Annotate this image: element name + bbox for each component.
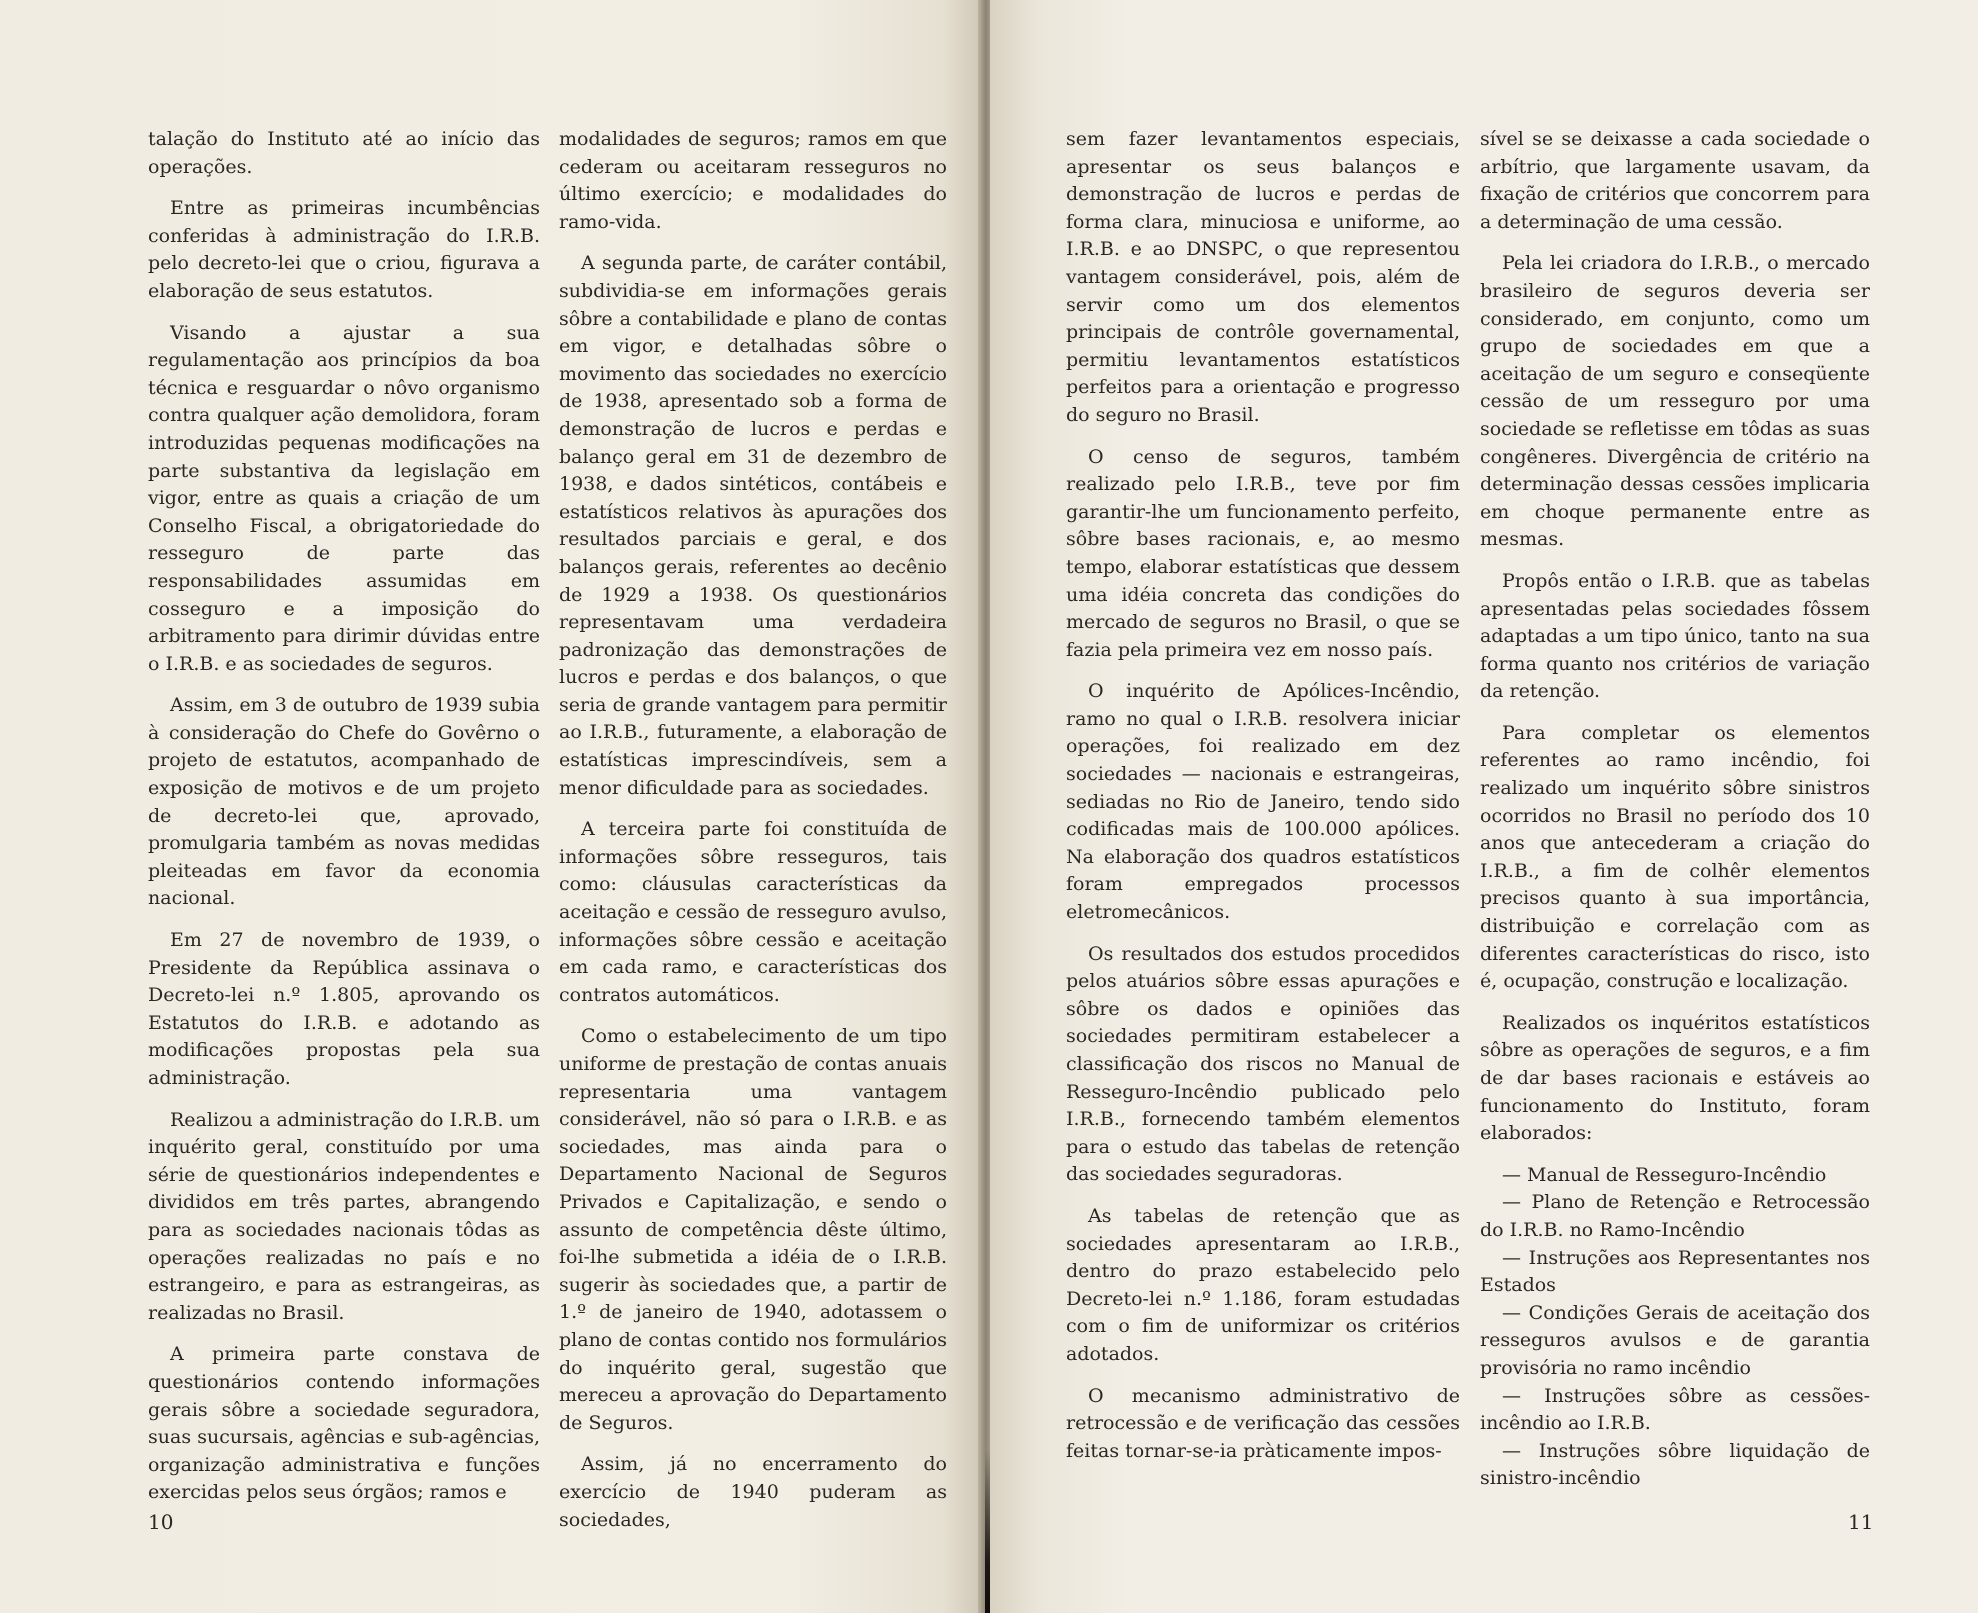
paragraph: A segunda parte, de caráter contábil, subdividia-se em informações gerais sôbre a contabilidade e plano de contas em vigor, e detalhadas sôbre o movimento das sociedades no exercício de 1938, apresentado sob a forma de demonstração de lucros e perdas e balanço geral em 31 de dezembro de 1938, e dados sintéticos, contábeis e estatísticos relativos às apurações dos resultados parciais e geral, e dos balanços gerais, referentes ao decênio de 1929 a 1938. Os questionários representavam uma verdadeira padronização das demonstrações de lucros e perdas e dos balanços, o que seria de grande vantagem para permitir ao I.R.B., futuramente, a elaboração de estatísticas imprescindíveis, sem a menor dificuldade para as sociedades. [559,252,947,799]
paragraph: O inquérito de Apólices-Incêndio, ramo no qual o I.R.B. resolvera iniciar operações, foi realizado em dez sociedades — nacionais e estrangeiras, sediadas no Rio de Janeiro, tendo sido codificadas mais de 100.000 apólices. Na elaboração dos quadros estatísticos foram empregados processos eletromecânicos. [1066,680,1460,924]
paragraph: sem fazer levantamentos especiais, apresentar os seus balanços e demonstração de lucros e perdas de forma clara, minuciosa e uniforme, ao I.R.B. e ao DNSPC, o que representou vantagem considerável, pois, além de servir como um dos elementos principais de contrôle governamental, permitiu levantamentos estatísticos perfeitos para a orientação e progresso do seguro no Brasil. [1066,128,1460,426]
paragraph: Visando a ajustar a sua regulamentação aos princípios da boa técnica e resguardar o nôvo organismo contra qualquer ação demolidora, foram introduzidas pequenas modificações na parte substantiva da legislação em vigor, entre as quais a criação de um Conselho Fiscal, a obrigatoriedade do resseguro de parte das responsabilidades assumidas em cosseguro e a imposição do arbitramento para dirimir dúvidas entre o I.R.B. e as sociedades de seguros. [148,321,540,675]
paragraph: O censo de seguros, também realizado pelo I.R.B., teve por fim garantir-lhe um funcionamento perfeito, sôbre bases racionais, e, ao mesmo tempo, elaborar estatísticas que dessem uma idéia concreta das condições do mercado de seguros no Brasil, o que se fazia pela primeira vez em nosso país. [1066,445,1460,661]
list-item: — Condições Gerais de aceitação dos resseguros avulsos e de garantia provisória no ramo incêndio [1480,1301,1870,1379]
paragraph: A primeira parte constava de questionários contendo informações gerais sôbre a sociedade seguradora, suas sucursais, agências e sub-agências, organização administrativa e funções exercidas pelos seus órgãos; ramos e [148,1343,540,1504]
paragraph: talação do Instituto até ao início das operações. [148,128,540,178]
paragraph: Assim, já no encerramento do exercício de 1940 puderam as sociedades, [559,1453,947,1531]
elaborated-documents-list [1480,1162,1870,1493]
list-item: — Plano de Retenção e Retrocessão do I.R.B. no Ramo-Incêndio [1480,1191,1870,1241]
paragraph: Propôs então o I.R.B. que as tabelas apresentadas pelas sociedades fôssem adaptadas a um tipo único, tanto na sua forma quanto nos critérios de variação da retenção. [1480,569,1870,703]
page-number-right: 11 [1848,1510,1874,1534]
paragraph: Realizou a administração do I.R.B. um inquérito geral, constituído por uma série de questionários independentes e divididos em três partes, abrangendo para as sociedades nacionais tôdas as operações realizadas no país e no estrangeiro, e para as estrangeiras, as realizadas no Brasil. [148,1108,540,1324]
list-item: — Instruções sôbre as cessões-incêndio ao I.R.B. [1480,1384,1870,1435]
paragraph: sível se se deixasse a cada sociedade o arbítrio, que largamente usavam, da fixação de critérios que concorrem para a determinação de uma cessão. [1480,128,1870,233]
paragraph: O mecanismo administrativo de retrocessão e de verificação das cessões feitas tornar-se-ia pràticamente impos- [1066,1384,1460,1462]
paragraph: Realizados os inquéritos estatísticos sôbre as operações de seguros, e a fim de dar bases racionais e estáveis ao funcionamento do Instituto, foram elaborados: [1480,1011,1870,1145]
paragraph: Entre as primeiras incumbências conferidas à administração do I.R.B. pelo decreto-lei que o criou, figurava a elaboração de seus estatutos. [148,197,540,302]
paragraph: Como o estabelecimento de um tipo uniforme de prestação de contas anuais representaria uma vantagem considerável, não só para o I.R.B. e as sociedades, mas ainda para o Departamento Nacional de Seguros Privados e Capitalização, e sendo o assunto de competência dêste último, foi-lhe submetida a idéia de o I.R.B. sugerir às sociedades que, a partir de 1.º de janeiro de 1940, adotassem o plano de contas contido nos formulários do inquérito geral, sugestão que mereceu a aprovação do Departamento de Seguros. [559,1025,947,1434]
right-page-column-2 [1480,126,1870,1493]
paragraph: Os resultados dos estudos procedidos pelos atuários sôbre essas apurações e sôbre os dados e opiniões das sociedades permitiram estabelecer a classificação dos riscos no Manual de Resseguro-Incêndio publicado pelo I.R.B., fornecendo também elementos para o estudo das tabelas de retenção das sociedades seguradoras. [1066,942,1460,1186]
paragraph: Para completar os elementos referentes ao ramo incêndio, foi realizado um inquérito sôbre sinistros ocorridos no Brasil no período dos 10 anos que antecederam a criação do I.R.B., a fim de colhêr elementos precisos quanto à sua importância, distribuição e correlação com as diferentes características do risco, isto é, ocupação, construção e localização. [1480,721,1870,993]
left-page [0,0,982,1613]
paragraph: modalidades de seguros; ramos em que cederam ou aceitaram resseguros no último exercício; e modalidades do ramo-vida. [559,128,947,233]
list-item: — Instruções aos Representantes nos Estados [1480,1246,1870,1297]
page-number-left: 10 [148,1510,174,1534]
left-page-column-1 [148,126,540,1521]
paragraph: A terceira parte foi constituída de informações sôbre resseguros, tais como: cláusulas características da aceitação e cessão de resseguro avulso, informações sôbre cessão e aceitação em cada ramo, e características dos contratos automáticos. [559,818,947,1006]
paragraph: Assim, em 3 de outubro de 1939 subia à consideração do Chefe do Govêrno o projeto de estatutos, acompanhado de exposição de motivos e de um projeto de decreto-lei que, aprovado, promulgaria também as novas medidas pleiteadas em favor da economia nacional. [148,694,540,910]
paragraph: As tabelas de retenção que as sociedades apresentaram ao I.R.B., dentro do prazo estabelecido pelo Decreto-lei n.º 1.186, foram estudadas com o fim de uniformizar os critérios adotados. [1066,1204,1460,1365]
paragraph: Pela lei criadora do I.R.B., o mercado brasileiro de seguros deveria ser considerado, em conjunto, como um grupo de sociedades em que a aceitação de um seguro e conseqüente cessão de um resseguro por uma sociedade se refletisse em tôdas as suas congêneres. Divergência de critério na determinação dessas cessões implicaria em choque permanente entre as mesmas. [1480,252,1870,551]
paragraph: Em 27 de novembro de 1939, o Presidente da República assinava o Decreto-lei n.º 1.805, aprovando os Estatutos do I.R.B. e adotando as modificações propostas pela sua administração. [148,929,540,1089]
right-page-column-1 [1066,126,1460,1479]
list-item: — Instruções sôbre liquidação de sinistro-incêndio [1480,1439,1870,1490]
left-page-column-2 [559,126,947,1548]
list-item: — Manual de Resseguro-Incêndio [1502,1163,1827,1186]
